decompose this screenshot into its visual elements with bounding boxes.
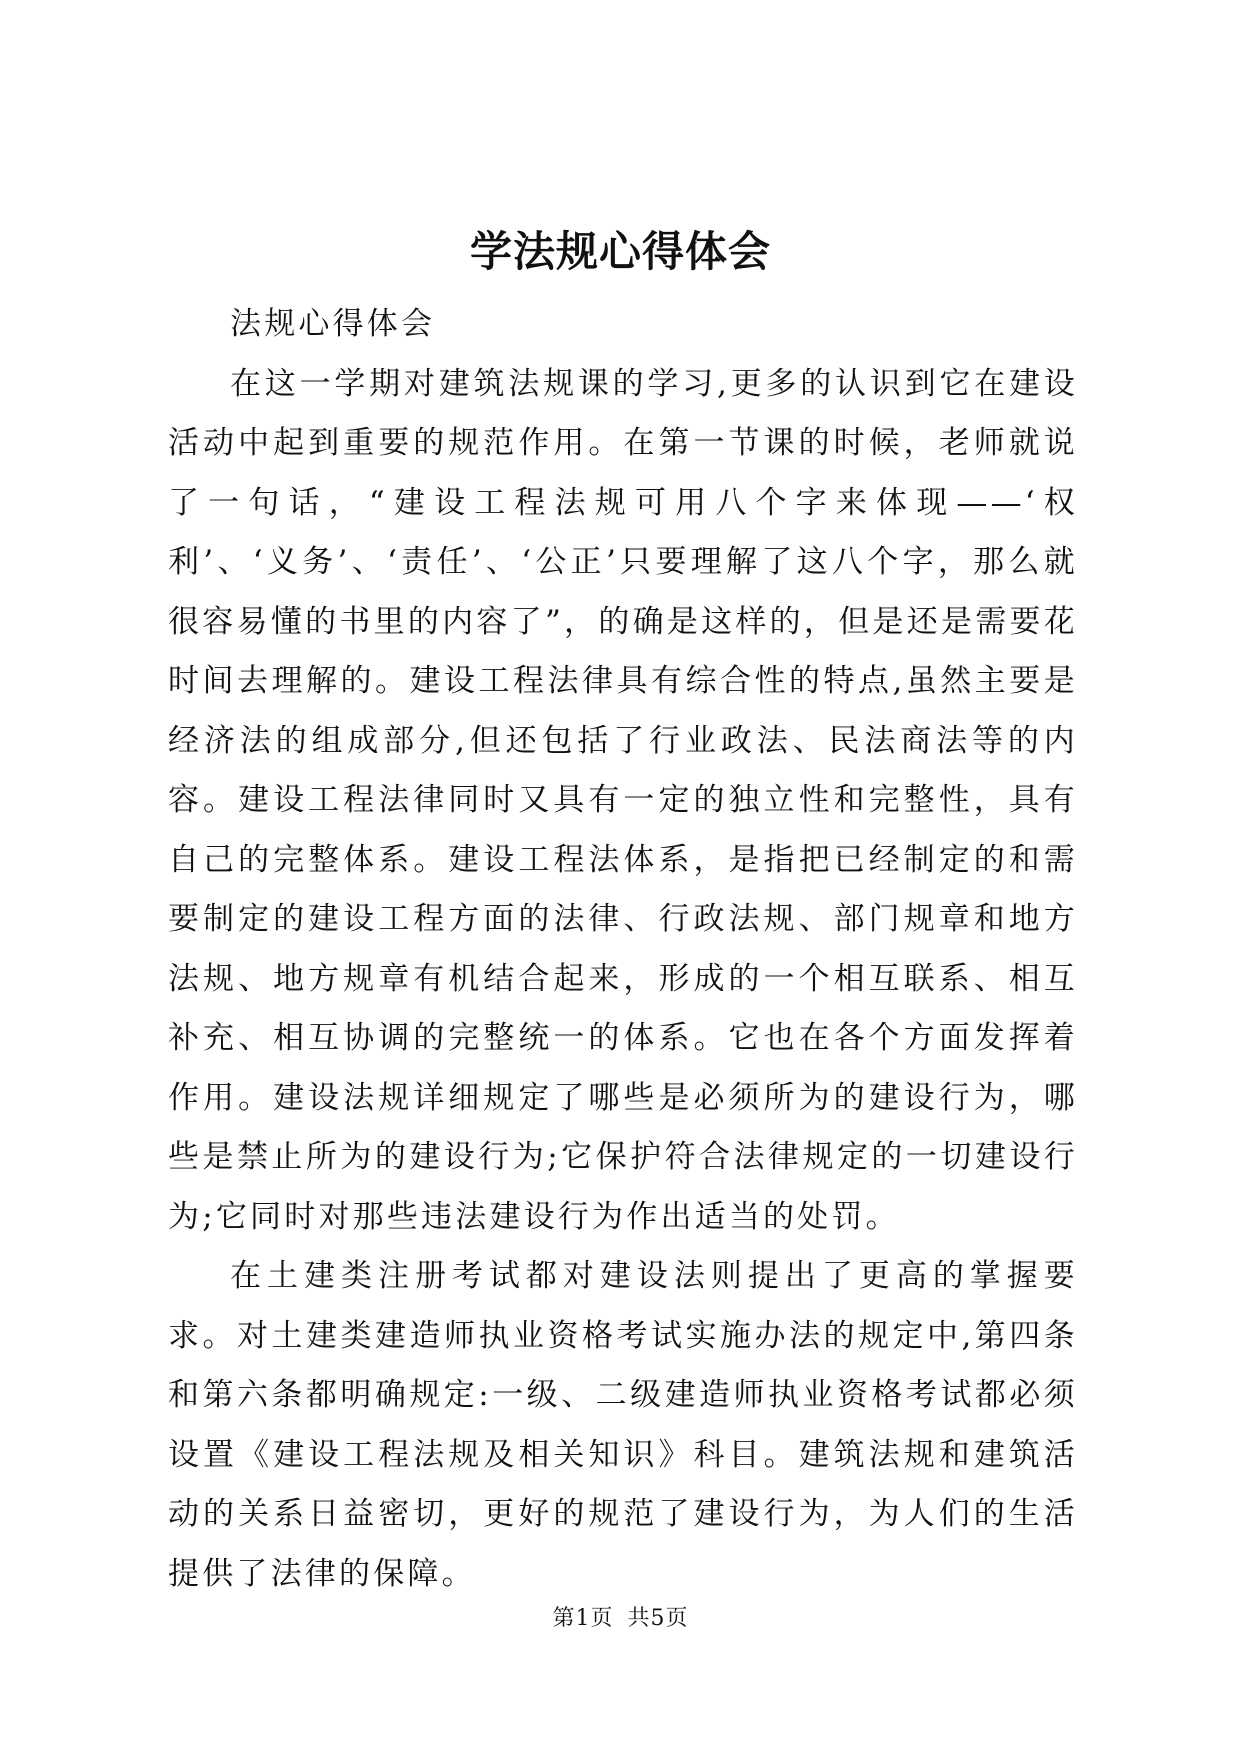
paragraph-2: 在土建类注册考试都对建设法则提出了更高的掌握要求。对土建类建造师执业资格考试实施办法的规定中,第四条和第六条都明确规定:一级、二级建造师执业资格考试都必须设置《建设工程法规及相关知识》科目。建筑法规和建筑活动的关系日益密切，更好的规范了建设行为，为人们的生活提供了法律的保障。 <box>168 1258 1078 1592</box>
page-total: 共5页 <box>627 1606 689 1631</box>
page-footer <box>0 1604 1241 1634</box>
paragraph-subtitle: 法规心得体会 <box>230 306 436 342</box>
paragraph-1: 在这一学期对建筑法规课的学习,更多的认识到它在建设活动中起到重要的规范作用。在第一节课的时候，老师就说了一句话，“建设工程法规可用八个字来体现——‘权利’、‘义务’、‘责任’、‘公正’只要理解了这八个字，那么就很容易懂的书里的内容了”，的确是这样的，但是还是需要花时间去理解的。建设工程法律具有综合性的特点,虽然主要是经济法的组成部分,但还包括了行业政法、民法商法等的内容。建设工程法律同时又具有一定的独立性和完整性，具有自己的完整体系。建设工程法体系，是指把已经制定的和需要制定的建设工程方面的法律、行政法规、部门规章和地方法规、地方规章有机结合起来，形成的一个相互联系、相互补充、相互协调的完整统一的体系。它也在各个方面发挥着作用。建设法规详细规定了哪些是必须所为的建设行为，哪些是禁止所为的建设行为;它保护符合法律规定的一切建设行为;它同时对那些违法建设行为作出适当的处罚。 <box>168 365 1078 1235</box>
page-number: 第1页 <box>552 1606 614 1631</box>
document-body <box>168 295 1078 1604</box>
document-title: 学法规心得体会 <box>469 227 771 276</box>
